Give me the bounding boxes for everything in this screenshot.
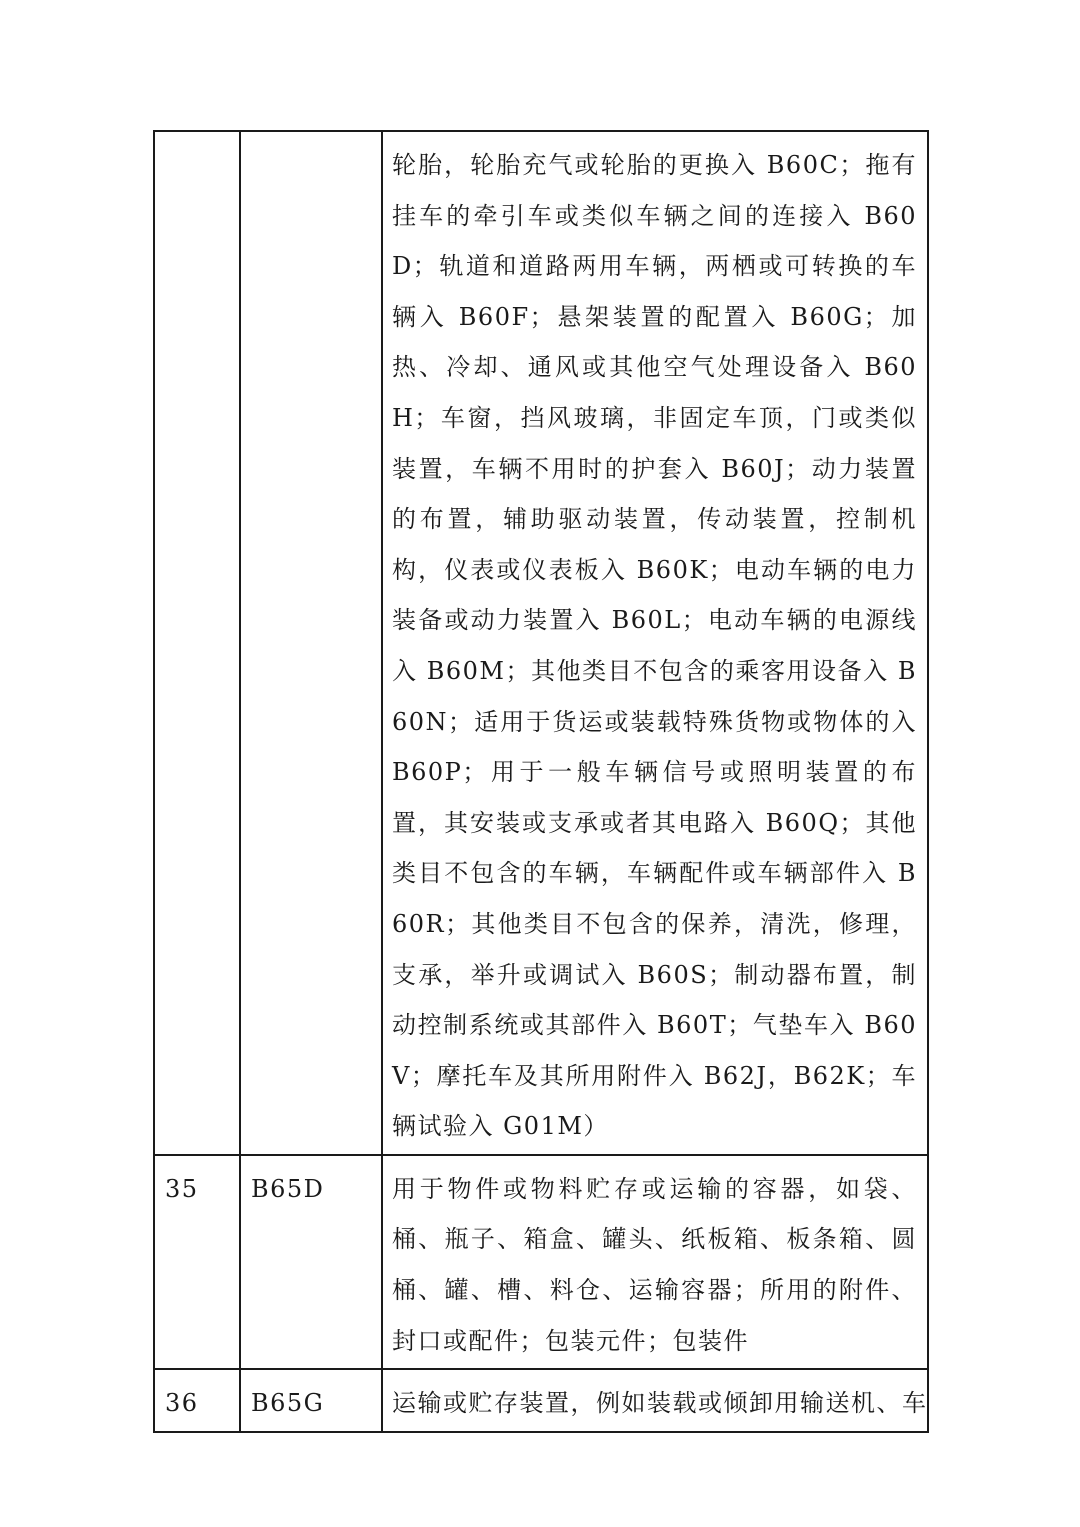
row-number-cell bbox=[154, 131, 240, 1155]
description-cell bbox=[382, 1369, 928, 1432]
table-row bbox=[154, 1155, 928, 1369]
classification-code bbox=[241, 132, 381, 140]
classification-code-cell bbox=[240, 1369, 382, 1432]
description-text: 轮胎，轮胎充气或轮胎的更换入 B60C；拖有挂车的牵引车或类似车辆之间的连接入 B60D；轨道和道路两用车辆，两栖或可转换的车辆入 B60F；悬架装置的配置入 B60G；加热、冷却、通风或其他空气处理设备入 B60H；车窗，挡风玻璃，非固定车顶，门或类似装置，车辆不用时的护套入 B60J；动力装置的布置，辅助驱动装置，传动装置，控制机构，仪表或仪表板入 B60K；电动车辆的电力装备或动力装置入 B60L；电动车辆的电源线入 B60M；其他类目不包含的乘客用设备入 B60N；适用于货运或装载特殊货物或物体的入 B60P；用于一般车辆信号或照明装置的布置，其安装或支承或者其电路入 B60Q；其他类目不包含的车辆，车辆配件或车辆部件入 B60R；其他类目不包含的保养，清洗，修理，支承，举升或调试入 B60S；制动器布置，制动控制系统或其部件入 B60T；气垫车入 B60V；摩托车及其所用附件入 B62J，B62K；车辆试验入 G01M） bbox=[392, 151, 917, 1141]
table-row bbox=[154, 1369, 928, 1432]
row-number-cell bbox=[154, 1155, 240, 1369]
classification-code: B65G bbox=[251, 1389, 325, 1418]
description-text: 用于物件或物料贮存或运输的容器，如袋、桶、瓶子、箱盒、罐头、纸板箱、板条箱、圆桶、罐、槽、料仓、运输容器；所用的附件、封口或配件；包装元件；包装件 bbox=[392, 1174, 917, 1355]
description-cell bbox=[382, 131, 928, 1155]
row-number: 36 bbox=[165, 1389, 199, 1418]
description-text: 运输或贮存装置，例如装载或倾卸用输送机、车 bbox=[392, 1389, 927, 1418]
row-number: 35 bbox=[165, 1174, 199, 1203]
classification-table bbox=[153, 130, 929, 1433]
row-number-cell bbox=[154, 1369, 240, 1432]
classification-code-cell bbox=[240, 1155, 382, 1369]
row-number bbox=[155, 132, 239, 140]
table-row bbox=[154, 131, 928, 1155]
classification-code: B65D bbox=[251, 1174, 325, 1203]
classification-code-cell bbox=[240, 131, 382, 1155]
description-cell bbox=[382, 1155, 928, 1369]
